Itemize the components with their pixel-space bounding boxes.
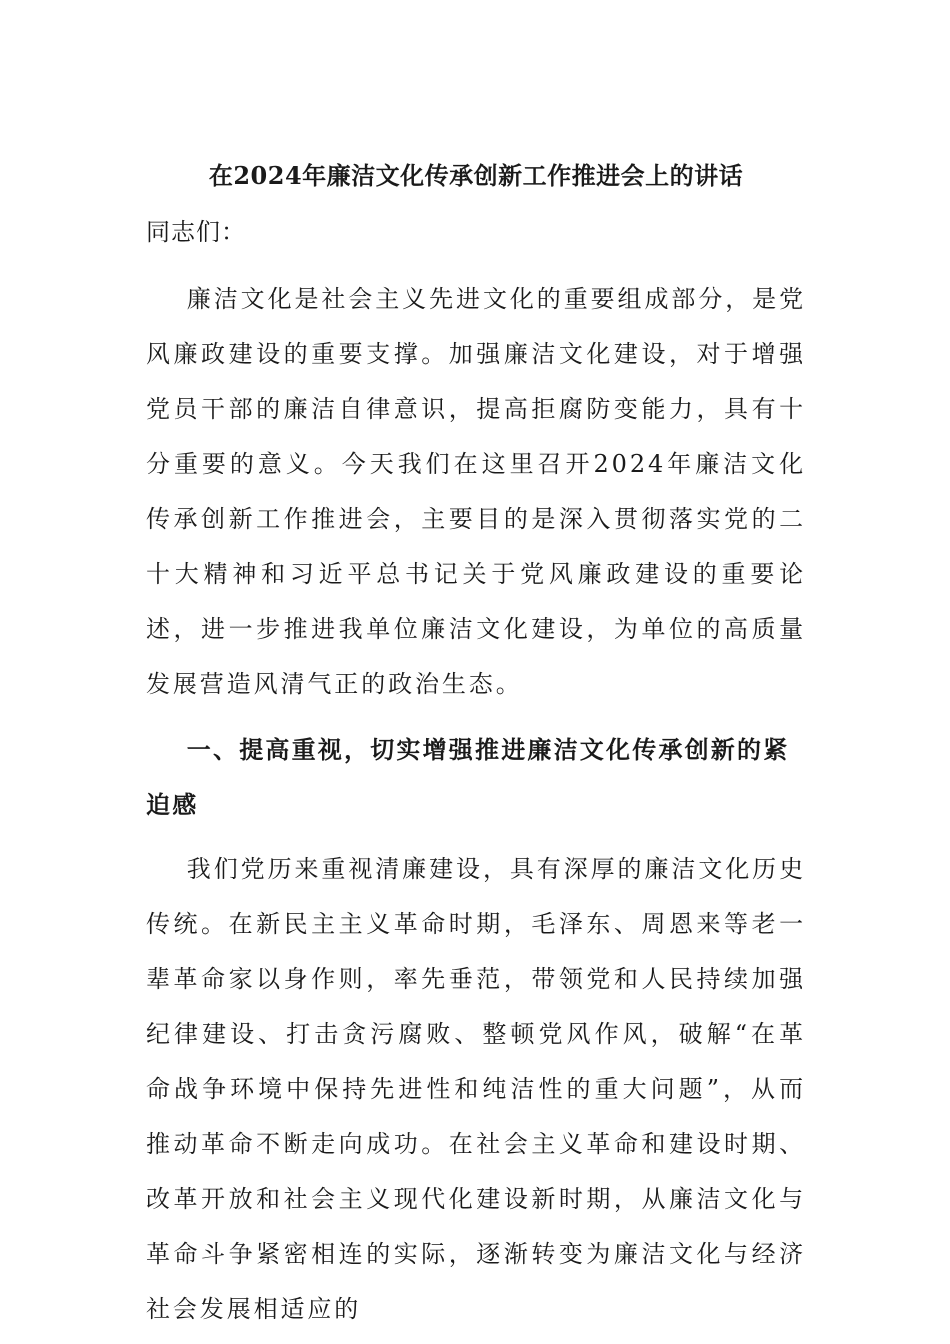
document-title: 在2024年廉洁文化传承创新工作推进会上的讲话	[208, 161, 744, 190]
section-1-heading: 一、提高重视，切实增强推进廉洁文化传承创新的紧迫感	[146, 735, 790, 819]
section-1-paragraph: 我们党历来重视清廉建设，具有深厚的廉洁文化历史传统。在新民主主义革命时期，毛泽东、周恩来等老一辈革命家以身作则，率先垂范，带领党和人民持续加强纪律建设、打击贪污腐败、整顿党风作风，破解“在革命战争环境中保持先进性和纯洁性的重大问题”，从而推动革命不断走向成功。在社会主义革命和建设时期、改革开放和社会主义现代化建设新时期，从廉洁文化与革命斗争紧密相连的实际，逐渐转变为廉洁文化与经济社会发展相适应的	[146, 855, 806, 1323]
intro-paragraph: 廉洁文化是社会主义先进文化的重要组成部分，是党风廉政建设的重要支撑。加强廉洁文化建设，对于增强党员干部的廉洁自律意识，提高拒腐防变能力，具有十分重要的意义。今天我们在这里召开2024年廉洁文化传承创新工作推进会，主要目的是深入贯彻落实党的二十大精神和习近平总书记关于党风廉政建设的重要论述，进一步推进我单位廉洁文化建设，为单位的高质量发展营造风清气正的政治生态。	[146, 285, 806, 698]
salutation: 同志们：	[146, 218, 246, 246]
document-page	[146, 152, 806, 1337]
